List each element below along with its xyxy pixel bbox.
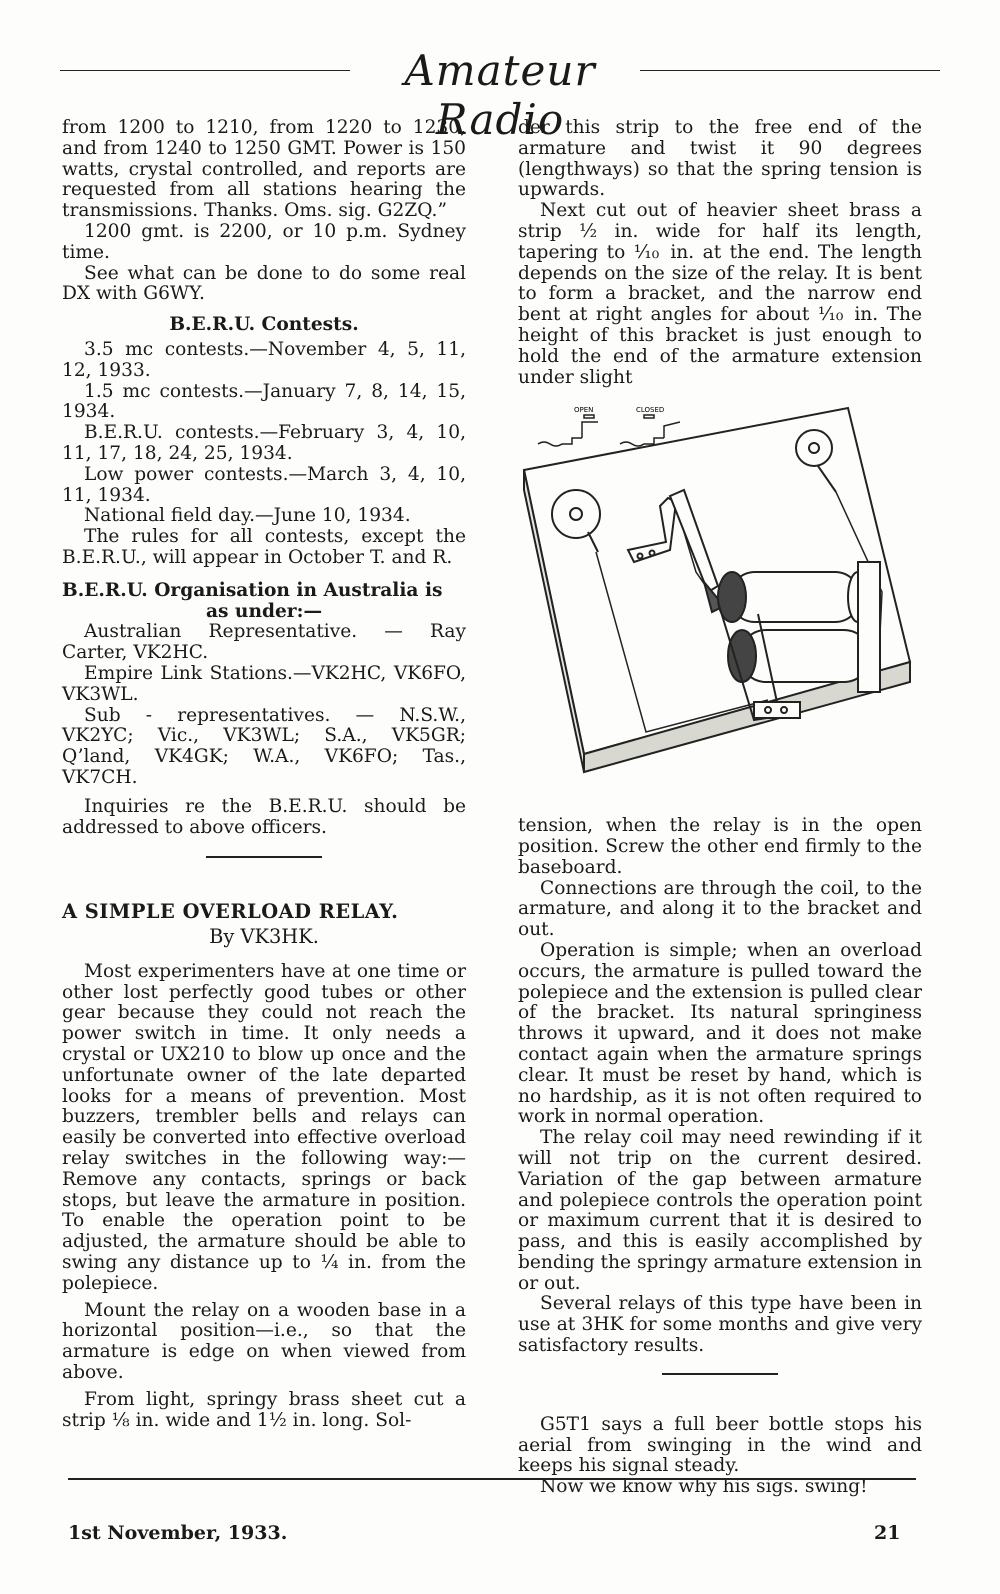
contests-heading: B.E.R.U. Contests. — [169, 314, 359, 336]
section-divider — [662, 1373, 778, 1375]
paragraph: The rules for all contests, except the B.E.R.U., will appear in October T. and R. — [62, 526, 466, 568]
terminal-strip — [754, 702, 800, 718]
paragraph: Operation is simple; when an overload occurs, the armature is pulled toward the polepiece and the extension is pulled clear of the bracket. Its natural springiness throws it upward, and it does not make contact again when the armature springs clear. It must be reset by hand, which is no hardship, as it is not often required to work in normal operation. — [518, 939, 922, 1128]
paragraph: Most experimenters have at one time or other lost perfectly good tubes or other gear because they could not reach the power switch in time. It only needs a crystal or UX210 to blow up once and the unfortunate owner of the late departed looks for a means of prevention. Most buzzers, trembler bells and relays can easily be converted into effective overload relay switches in the following way:—Remove any contacts, springs or back stops, but leave the armature in position. To enable the operation point to be adjusted, the armature should be able to swing any distance up to ¼ in. from the polepiece. — [62, 960, 466, 1294]
paragraph: from 1200 to 1210, from 1220 to 1230, and from 1240 to 1250 GMT. Power is 150 watts, crystal controlled, and reports are requested from all stations hearing the transmissions. Thanks. Oms. sig. G2ZQ.” — [62, 117, 466, 222]
paragraph: From light, springy brass sheet cut a strip ⅛ in. wide and 1½ in. long. Sol- — [62, 1388, 466, 1431]
org-item: Sub - representatives. — N.S.W., VK2YC; Vic., VK3WL; S.A., VK5GR; Q’land, VK4GK; W.A., VK6FO; Tas., VK7CH. — [62, 704, 466, 788]
section-divider — [206, 856, 322, 858]
contest-item: Low power contests.—March 3, 4, 10, 11, 1934. — [62, 463, 466, 506]
org-heading-cont: as under:— — [205, 600, 323, 622]
bracket-open-sketch — [538, 415, 598, 446]
footer-date: 1st November, 1933. — [68, 1522, 288, 1544]
org-heading: B.E.R.U. Organisation in Australia is — [62, 579, 443, 601]
masthead-rule-right — [640, 70, 940, 71]
paragraph: G5T1 says a full beer bottle stops his aerial from swinging in the wind and keeps his signal steady. — [518, 1413, 922, 1477]
contest-item: National field day.—June 10, 1934. — [84, 505, 411, 527]
right-column — [518, 118, 922, 1498]
label-closed: CLOSED — [636, 406, 665, 415]
article-title: A SIMPLE OVERLOAD RELAY. — [62, 900, 399, 924]
masthead-rule-left — [60, 70, 350, 71]
paragraph: Mount the relay on a wooden base in a horizontal position—i.e., so that the armature is edge on when viewed from above. — [62, 1299, 466, 1384]
paragraph: der this strip to the free end of the armature and twist it 90 degrees (lengthways) so that the spring tension is upwards. — [518, 117, 922, 201]
paragraph: Inquiries re the B.E.R.U. should be addressed to above officers. — [62, 795, 466, 838]
paragraph: Several relays of this type have been in use at 3HK for some months and give very satisfactory results. — [518, 1293, 922, 1357]
org-item: Empire Link Stations.—VK2HC, VK6FO, VK3WL. — [62, 662, 466, 705]
label-open: OPEN — [574, 406, 594, 415]
contest-item: B.E.R.U. contests.—February 3, 4, 10, 11, 17, 18, 24, 25, 1934. — [62, 422, 466, 464]
paragraph: Next cut out of heavier sheet brass a strip ½ in. wide for half its length, tapering to ⅒ in. at the end. The length depends on the size of the relay. It is bent to form a bracket, and the narrow end bent at right angles for about ⅒ in. The height of this bracket is just enough to hold the end of the armature extension under slight — [518, 200, 922, 388]
masthead-title: Amateur Radio — [404, 46, 596, 144]
article-byline: By VK3HK. — [209, 925, 319, 949]
paragraph: 1200 gmt. is 2200, or 10 p.m. Sydney time. — [62, 220, 466, 263]
org-item: Australian Representative. — Ray Carter, VK2HC. — [62, 621, 466, 664]
footer-rule — [68, 1478, 916, 1480]
paragraph: tension, when the relay is in the open position. Screw the other end firmly to the baseboard. — [518, 815, 922, 878]
paragraph: The relay coil may need rewinding if it will not trip on the current desired. Variation of the gap between armature and polepiece controls the operation point or maximum current that it is desired to pass, and this is easily accomplished by bending the springy armature extension in or out. — [518, 1127, 922, 1294]
contest-item: 3.5 mc contests.—November 4, 5, 11, 12, 1933. — [62, 338, 466, 381]
paragraph: Now we know why his sigs. swing! — [540, 1476, 868, 1498]
contest-item: 1.5 mc contests.—January 7, 8, 14, 15, 1934. — [62, 380, 466, 423]
left-column — [62, 118, 466, 1431]
paragraph: See what can be done to do some real DX with G6WY. — [62, 262, 466, 305]
paragraph: Connections are through the coil, to the armature, and along it to the bracket and out. — [518, 877, 922, 941]
page-number: 21 — [874, 1522, 901, 1544]
masthead — [60, 42, 940, 144]
relay-diagram — [518, 402, 922, 794]
